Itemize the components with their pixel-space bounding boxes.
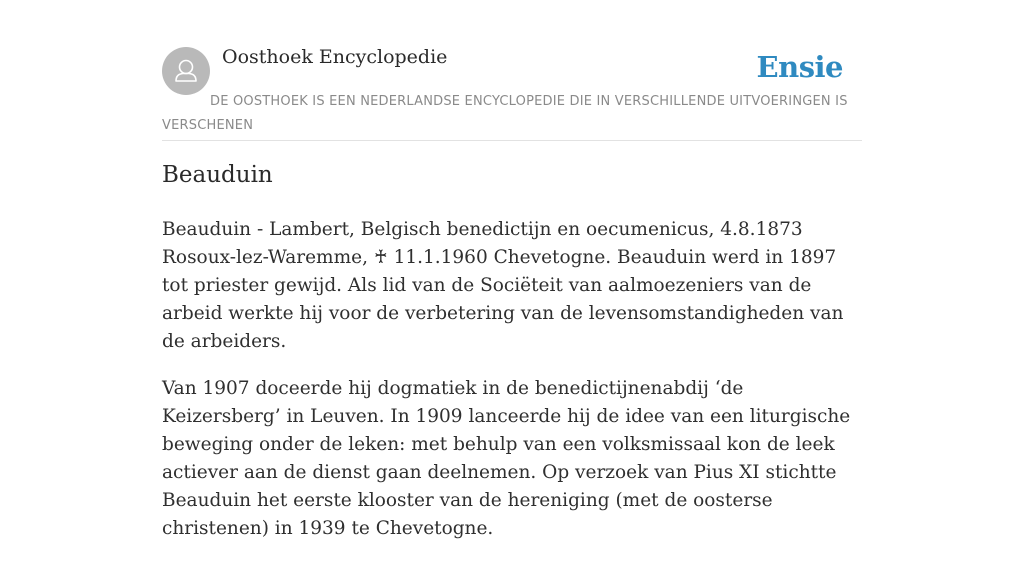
brand-logo[interactable]: Ensie (756, 50, 843, 84)
site-tagline: DE OOSTHOEK IS EEN NEDERLANDSE ENCYCLOPEDIE DIE IN VERSCHILLENDE UITVOERINGEN IS VERSCHENEN (162, 94, 848, 133)
article-title: Beauduin (162, 162, 273, 188)
article-paragraph: Van 1907 doceerde hij dogmatiek in de benedictijnenabdij ‘de Keizersberg’ in Leuven. In 1909 lanceerde hij de idee van een liturgische beweging onder de leken: met behulp van een volksmissaal kon de leek actiever aan de dienst gaan deelnemen. Op verzoek van Pius XI stichtte Beauduin het eerste klooster van de hereniging (met de oosterse christenen) in 1939 te Chevetogne. (162, 378, 851, 539)
article-body (162, 216, 862, 562)
site-title[interactable]: Oosthoek Encyclopedie (222, 46, 448, 68)
user-icon[interactable] (162, 47, 210, 95)
article-paragraph: Beauduin - Lambert, Belgisch benedictijn en oecumenicus, 4.8.1873 Rosoux-lez-Waremme, ♰ 11.1.1960 Chevetogne. Beauduin werd in 1897 tot priester gewijd. Als lid van de Sociëteit van aalmoezeniers van de arbeid werkte hij voor de verbetering van de levensomstandigheden van de arbeiders. (162, 219, 844, 352)
site-header (162, 44, 862, 141)
